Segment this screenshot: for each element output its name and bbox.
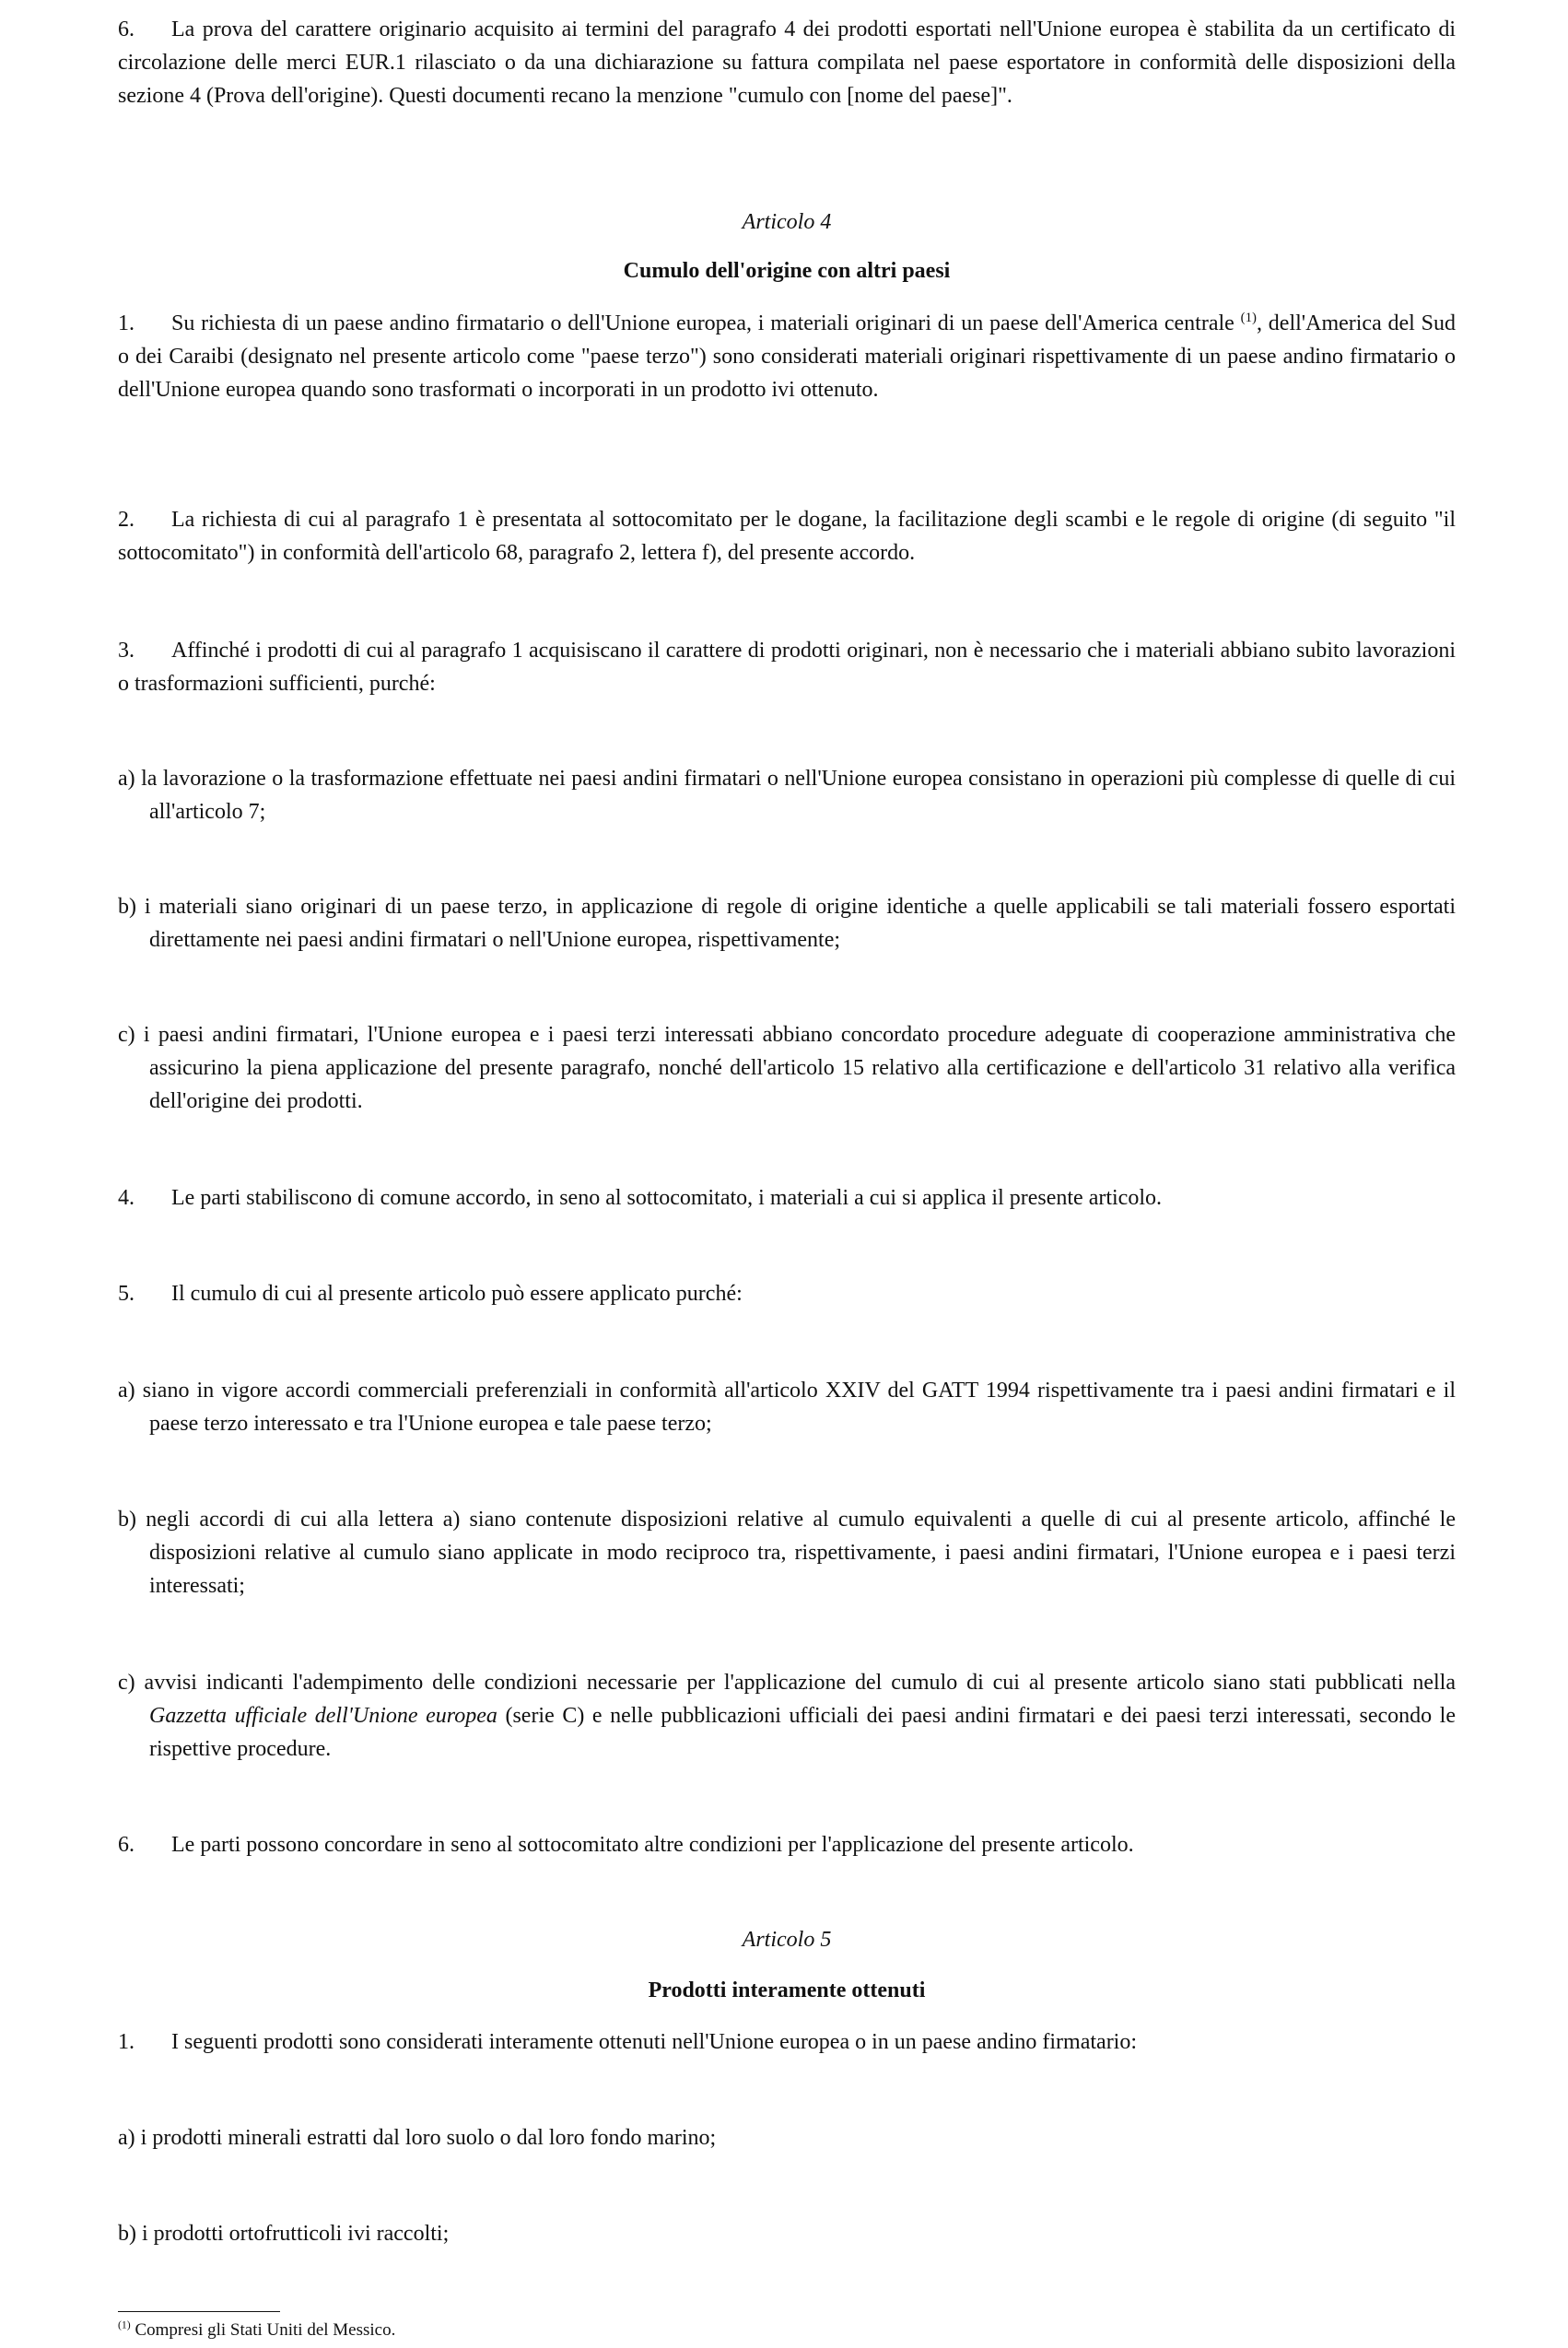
article-4-label: Articolo 4 — [742, 210, 832, 234]
paragraph-text: I seguenti prodotti sono considerati interamente ottenuti nell'Unione europea o in un paese andino firmatario: — [171, 2030, 1138, 2054]
paragraph-text: La richiesta di cui al paragrafo 1 è presentata al sottocomitato per le dogane, la facilitazione degli scambi e le regole di origine (di seguito "il sottocomitato") in conformità dell'articolo 68, paragrafo 2, lettera f), del presente accordo. — [118, 508, 1456, 565]
paragraph-number: 5. — [118, 1282, 135, 1306]
item-text: negli accordi di cui alla lettera a) siano contenute disposizioni relative al cumulo equivalenti a quelle di cui al presente articolo, affinché le disposizioni relative al cumulo siano applicate in modo reciproco tra, rispettivamente, i paesi andini firmatari, l'Unione europea e i paesi terzi interessati; — [146, 1508, 1456, 1598]
item-label: c) — [118, 1023, 135, 1047]
art4-p5-item-c — [118, 1666, 1456, 1766]
art5-p1-item-b — [118, 2217, 1456, 2250]
art4-paragraph-3 — [118, 634, 1456, 700]
item-text: i materiali siano originari di un paese terzo, in applicazione di regole di origine identiche a quelle applicabili se tali materiali fossero esportati direttamente nei paesi andini firmatari o nell'Unione europea, rispettivamente; — [144, 895, 1456, 952]
item-label: a) — [118, 1379, 135, 1403]
paragraph-text: Affinché i prodotti di cui al paragrafo 1 acquisiscano il carattere di prodotti originari, non è necessario che i materiali abbiano subito lavorazioni o trasformazioni sufficienti, purché: — [118, 639, 1456, 696]
paragraph-number: 4. — [118, 1186, 135, 1210]
paragraph-number: 2. — [118, 508, 135, 532]
item-label: c) — [118, 1671, 135, 1695]
journal-title: Gazzetta ufficiale dell'Unione europea — [149, 1704, 497, 1728]
paragraph-text: Su richiesta di un paese andino firmatario o dell'Unione europea, i materiali originari di un paese dell'America centrale — [171, 311, 1235, 335]
item-label: b) — [118, 895, 136, 919]
art4-p3-item-c — [118, 1018, 1456, 1118]
footnote-marker: (1) — [118, 2319, 131, 2331]
art4-paragraph-4 — [118, 1181, 1456, 1215]
item-text: siano in vigore accordi commerciali preferenziali in conformità all'articolo XXIV del GATT 1994 rispettivamente tra i paesi andini firmatari e il paese terzo interessato e tra l'Unione europea e tale paese terzo; — [142, 1379, 1457, 1436]
art4-p5-item-a — [118, 1374, 1456, 1440]
footnote-divider — [118, 2311, 280, 2312]
item-text: i prodotti ortofrutticoli ivi raccolti; — [142, 2222, 450, 2246]
art5-p1-item-a — [118, 2121, 1456, 2154]
paragraph-text: Il cumulo di cui al presente articolo può essere applicato purché: — [171, 1282, 743, 1306]
footnote — [118, 2318, 395, 2344]
item-label: b) — [118, 1508, 136, 1532]
paragraph-text-continued: , dell'America del Sud o dei Caraibi (designato nel presente articolo come "paese terzo") sono considerati materiali originari rispettivamente di un paese andino firmatario o dell'Unione europea quando sono trasformati o incorporati in un prodotto ivi ottenuto. — [118, 311, 1456, 402]
paragraph-number: 1. — [118, 311, 135, 335]
paragraph-text: Le parti stabiliscono di comune accordo, in seno al sottocomitato, i materiali a cui si applica il presente articolo. — [171, 1186, 1162, 1210]
paragraph-number: 1. — [118, 2030, 135, 2054]
art4-p3-item-a — [118, 762, 1456, 828]
footnote-reference: (1) — [1240, 311, 1257, 325]
item-text: i prodotti minerali estratti dal loro suolo o dal loro fondo marino; — [140, 2126, 717, 2150]
art4-paragraph-2 — [118, 503, 1456, 569]
art4-p3-item-b — [118, 890, 1456, 957]
paragraph-text: La prova del carattere originario acquisito ai termini del paragrafo 4 dei prodotti esportati nell'Unione europea è stabilita da un certificato di circolazione delle merci EUR.1 rilasciato o da una dichiarazione su fattura compilata nel paese esportatore in conformità delle disposizioni della sezione 4 (Prova dell'origine). Questi documenti recano la menzione "cumulo con [nome del paese]". — [118, 18, 1456, 108]
art4-paragraph-1 — [118, 307, 1456, 406]
article-5-label: Articolo 5 — [742, 1928, 832, 1952]
item-label: a) — [118, 767, 135, 791]
art4-p5-item-b — [118, 1503, 1456, 1603]
item-text: avvisi indicanti l'adempimento delle condizioni necessarie per l'applicazione del cumulo di cui al presente articolo siano stati pubblicati nella — [144, 1671, 1457, 1695]
art4-paragraph-5 — [118, 1277, 1456, 1310]
paragraph-number: 3. — [118, 639, 135, 663]
paragraph-number: 6. — [118, 1833, 135, 1857]
art5-paragraph-1 — [118, 2025, 1456, 2059]
item-text: i paesi andini firmatari, l'Unione europea e i paesi terzi interessati abbiano concordato procedure adeguate di cooperazione amministrativa che assicurino la piena applicazione del presente paragrafo, nonché dell'articolo 15 relativo alla certificazione e dell'articolo 31 relativo alla verifica dell'origine dei prodotti. — [143, 1023, 1457, 1113]
art3-paragraph-6 — [118, 13, 1456, 112]
footnote-text: Compresi gli Stati Uniti del Messico. — [135, 2320, 396, 2340]
article-4-title: Cumulo dell'origine con altri paesi — [623, 259, 951, 283]
paragraph-text: Le parti possono concordare in seno al sottocomitato altre condizioni per l'applicazione del presente articolo. — [171, 1833, 1134, 1857]
paragraph-number: 6. — [118, 18, 135, 41]
article-5-title: Prodotti interamente ottenuti — [648, 1978, 926, 2002]
item-text: la lavorazione o la trasformazione effettuate nei paesi andini firmatari o nell'Unione europea consistano in operazioni più complesse di quelle di cui all'articolo 7; — [141, 767, 1456, 824]
item-text-continued: (serie C) e nelle pubblicazioni ufficiali dei paesi andini firmatari e dei paesi terzi interessati, secondo le rispettive procedure. — [149, 1704, 1457, 1761]
item-label: a) — [118, 2126, 135, 2150]
art4-paragraph-6 — [118, 1828, 1456, 1861]
item-label: b) — [118, 2222, 136, 2246]
